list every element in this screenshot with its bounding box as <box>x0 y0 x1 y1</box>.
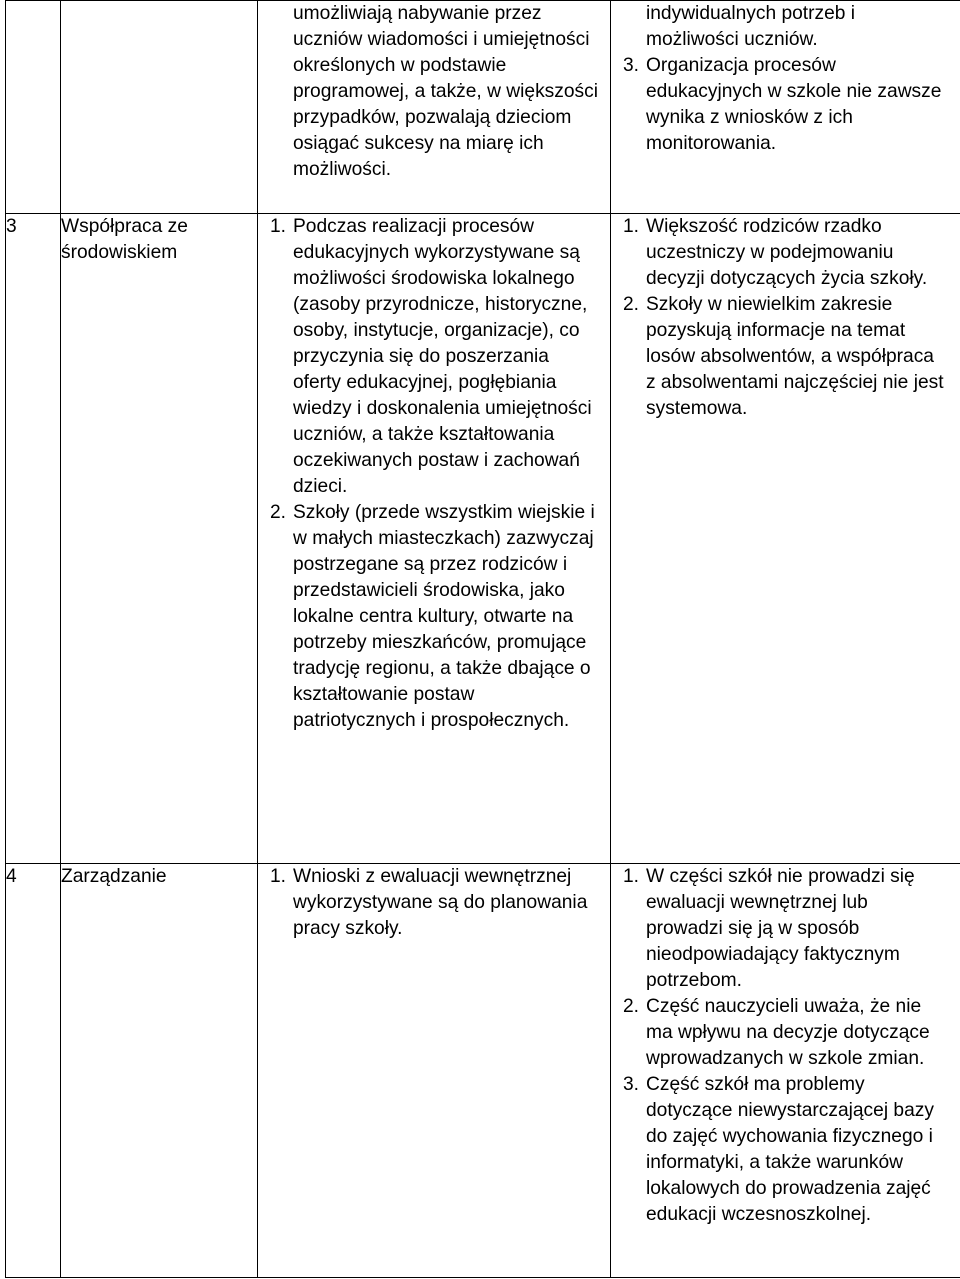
list-marker: 1. <box>270 866 287 887</box>
conclusions-cell <box>258 864 611 1278</box>
list-item-text: Podczas realizacji procesów edukacyjnych wykorzystywane są możliwości środowiska lokalnego (zasoby przyrodnicze, historyczne, osoby, instytucje, organizacje), co przyczynia się do poszerzania oferty edukacyjnej, pogłębiania wiedzy i doskonalenia umiejętności uczniów, a także kształtowania oczekiwanych postaw i zachowań dzieci. <box>293 216 592 497</box>
issues-cell <box>611 864 960 1278</box>
list-item-text: Część nauczycieli uważa, że nie ma wpływu na decyzje dotyczące wprowadzanych w szkole zmian. <box>646 996 930 1069</box>
row-number: 3 <box>6 214 61 864</box>
list-item <box>258 500 610 734</box>
list-item-text: Szkoły w niewielkim zakresie pozyskują informacje na temat losów absolwentów, a współpraca z absolwentami najczęściej nie jest systemowa. <box>646 294 944 419</box>
table-row <box>6 864 960 1278</box>
list-item <box>611 53 960 157</box>
list-marker: 3. <box>623 55 640 76</box>
list-item <box>611 1072 960 1228</box>
evaluation-table <box>5 0 960 1278</box>
list-marker: 2. <box>270 502 287 523</box>
list-item-text: Organizacja procesów edukacyjnych w szkole nie zawsze wynika z wniosków z ich monitorowania. <box>646 55 942 154</box>
area-name <box>61 1 258 214</box>
list-marker: 1. <box>623 866 640 887</box>
list-item <box>258 214 610 500</box>
list-marker: 2. <box>623 294 640 315</box>
list-marker: 1. <box>623 216 640 237</box>
list-item <box>258 864 610 942</box>
area-name: Zarządzanie <box>61 864 258 1278</box>
conclusions-cell <box>258 1 611 214</box>
table-row <box>6 1 960 214</box>
list-item-text: W części szkół nie prowadzi się ewaluacji wewnętrznej lub prowadzi się ją w sposób nieodpowiadający faktycznym potrzebom. <box>646 866 915 991</box>
list-item-text: Szkoły (przede wszystkim wiejskie i w małych miasteczkach) zazwyczaj postrzegane są przez rodziców i przedstawicieli środowiska, jako lokalne centra kultury, otwarte na potrzeby mieszkańców, promujące tradycję regionu, a także dbające o kształtowanie postaw patriotycznych i prospołecznych. <box>293 502 595 731</box>
area-name: Współpraca ze środowiskiem <box>61 214 258 864</box>
list-item <box>611 214 960 292</box>
list-item <box>611 864 960 994</box>
list-marker: 3. <box>623 1074 640 1095</box>
issue-continuation: indywidualnych potrzeb i możliwości uczniów. <box>646 3 856 50</box>
conclusions-cell <box>258 214 611 864</box>
list-marker: 2. <box>623 996 640 1017</box>
list-item-text: Część szkół ma problemy dotyczące niewystarczającej bazy do zajęć wychowania fizycznego i informatyki, a także warunków lokalowych do prowadzenia zajęć edukacji wczesnoszkolnej. <box>646 1074 934 1225</box>
list-item-text: Wnioski z ewaluacji wewnętrznej wykorzystywane są do planowania pracy szkoły. <box>293 866 588 939</box>
conclusion-continuation: umożliwiają nabywanie przez uczniów wiadomości i umiejętności określonych w podstawie programowej, a także, w większości przypadków, pozwalają dzieciom osiągać sukcesy na miarę ich możliwości. <box>293 3 598 180</box>
issues-cell <box>611 1 960 214</box>
table-row <box>6 214 960 864</box>
list-marker: 1. <box>270 216 287 237</box>
row-number <box>6 1 61 214</box>
list-item <box>611 292 960 422</box>
row-number: 4 <box>6 864 61 1278</box>
list-item <box>611 994 960 1072</box>
issues-cell <box>611 214 960 864</box>
list-item-text: Większość rodziców rzadko uczestniczy w podejmowaniu decyzji dotyczących życia szkoły. <box>646 216 928 289</box>
